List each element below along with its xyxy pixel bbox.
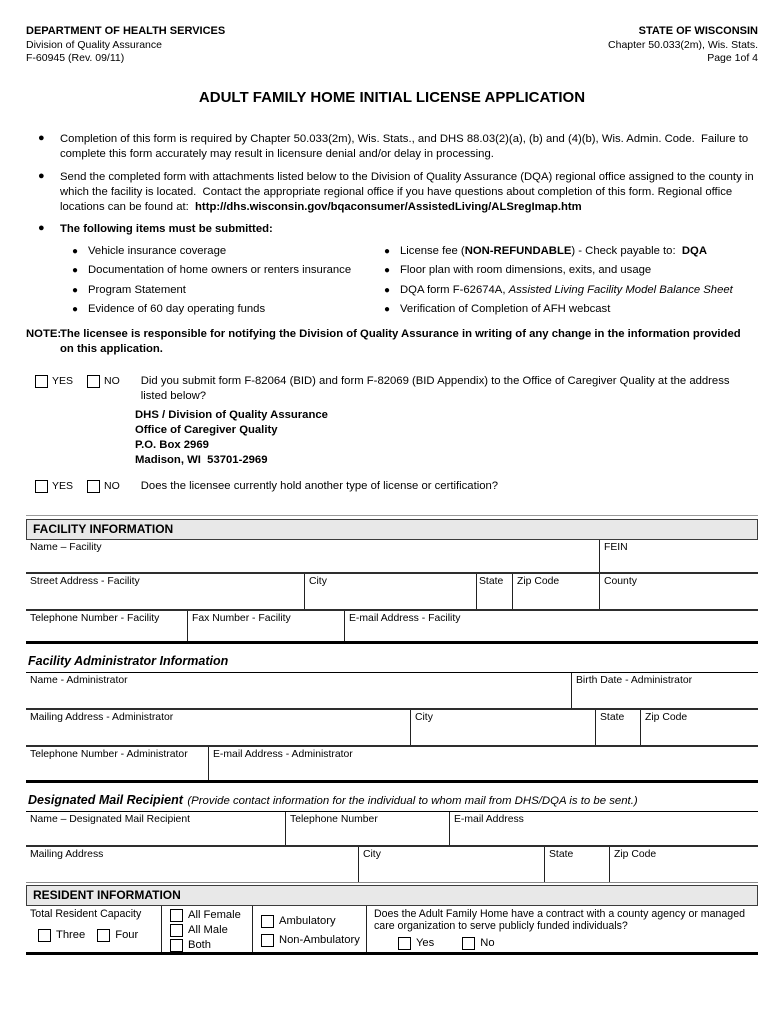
agency-name: DEPARTMENT OF HEALTH SERVICES bbox=[26, 25, 226, 37]
dqa-form-text: DQA form F-62674A, bbox=[400, 283, 509, 296]
bullet-icon: ● bbox=[72, 284, 79, 296]
table-row bbox=[26, 574, 758, 611]
submission-items-heading: The following items must be submitted: bbox=[60, 222, 273, 235]
submission-item bbox=[384, 303, 758, 317]
division-name: Division of Quality Assurance bbox=[26, 38, 162, 51]
table-row bbox=[26, 611, 758, 641]
ocq-address-line: P.O. Box 2969 bbox=[135, 439, 209, 452]
q1-yes-checkbox[interactable] bbox=[35, 375, 48, 388]
state-name: STATE OF WISCONSIN bbox=[638, 25, 758, 37]
submission-items-left bbox=[72, 245, 384, 323]
field-facility-fax[interactable] bbox=[188, 611, 345, 641]
field-label: County bbox=[604, 575, 637, 587]
instruction-bullet-1 bbox=[26, 132, 758, 162]
resident-contract-cell bbox=[367, 906, 758, 952]
q1-no-label: NO bbox=[104, 374, 120, 387]
gender-all-female-checkbox[interactable] bbox=[170, 909, 183, 922]
submission-items bbox=[72, 245, 758, 323]
submission-item bbox=[384, 284, 758, 298]
mobility-non-ambulatory-checkbox[interactable] bbox=[261, 934, 274, 947]
gender-all-female-label: All Female bbox=[188, 908, 241, 921]
mail-recipient-section-title: Designated Mail Recipient bbox=[28, 792, 183, 807]
field-label: Zip Code bbox=[645, 711, 688, 723]
field-label: Zip Code bbox=[517, 575, 560, 587]
field-recipient-state[interactable] bbox=[545, 847, 610, 882]
field-facility-state[interactable] bbox=[477, 574, 513, 609]
capacity-three-checkbox[interactable] bbox=[38, 929, 51, 942]
field-facility-fein[interactable] bbox=[600, 540, 758, 572]
submission-item bbox=[72, 284, 384, 298]
mobility-ambulatory-checkbox[interactable] bbox=[261, 915, 274, 928]
capacity-three-label: Three bbox=[56, 929, 86, 942]
submission-item-label bbox=[400, 284, 733, 298]
regional-office-link[interactable]: http://dhs.wisconsin.gov/bqaconsumer/AssistedLiving/ALSregImap.htm bbox=[195, 201, 582, 214]
submission-item-label: Documentation of home owners or renters insurance bbox=[88, 264, 352, 277]
submission-item bbox=[72, 264, 384, 278]
check-payable-text: ) - Check payable to: bbox=[571, 244, 682, 257]
bullet-icon: ● bbox=[38, 169, 45, 182]
field-admin-city[interactable] bbox=[411, 710, 596, 745]
field-label: Mailing Address bbox=[30, 848, 104, 860]
table-row bbox=[26, 747, 758, 780]
field-label: City bbox=[309, 575, 327, 587]
field-recipient-zip[interactable] bbox=[610, 847, 758, 882]
note-label: NOTE: bbox=[26, 327, 62, 340]
bullet-icon: ● bbox=[384, 304, 391, 316]
submission-item-label: Vehicle insurance coverage bbox=[88, 244, 227, 257]
field-admin-birthdate[interactable] bbox=[572, 673, 758, 708]
field-label: City bbox=[363, 848, 381, 860]
bullet-icon: ● bbox=[72, 245, 79, 257]
field-admin-email[interactable] bbox=[209, 747, 758, 780]
q2-yes-checkbox[interactable] bbox=[35, 480, 48, 493]
submission-item-label: Floor plan with room dimensions, exits, and usage bbox=[400, 264, 652, 277]
field-label: Telephone Number bbox=[290, 813, 378, 825]
contract-yes-checkbox[interactable] bbox=[398, 937, 411, 950]
facility-table bbox=[26, 540, 758, 644]
bullet-icon: ● bbox=[38, 221, 45, 234]
instruction-text-2-body: Send the completed form with attachments listed below to the Division of Quality Assurance (DQA) regional office assigned to the county in which the facility is located. Contact the appropriate regional office if you have questions about completion of this form. Regional office locations can be found at: bbox=[60, 170, 754, 214]
field-admin-zip[interactable] bbox=[641, 710, 758, 745]
capacity-label: Total Resident Capacity bbox=[30, 907, 142, 920]
submission-items-right bbox=[384, 245, 758, 323]
instruction-bullet-3 bbox=[26, 222, 758, 237]
bullet-icon: ● bbox=[384, 284, 391, 296]
ocq-address bbox=[135, 408, 758, 468]
mail-recipient-table bbox=[26, 812, 758, 883]
submission-item bbox=[384, 245, 758, 259]
field-recipient-email[interactable] bbox=[450, 812, 758, 845]
gender-all-male-checkbox[interactable] bbox=[170, 924, 183, 937]
contract-question: Does the Adult Family Home have a contract with a county agency or managed care organization to serve publicly funded individuals? bbox=[374, 907, 745, 933]
bullet-icon: ● bbox=[384, 265, 391, 277]
contract-yes-label: Yes bbox=[416, 936, 435, 949]
field-label: Mailing Address - Administrator bbox=[30, 711, 174, 723]
q2-text: Does the licensee currently hold another type of license or certification? bbox=[140, 480, 499, 493]
ocq-address-line: Office of Caregiver Quality bbox=[135, 424, 278, 437]
mobility-ambulatory-label: Ambulatory bbox=[279, 914, 336, 927]
field-label: Name – Facility bbox=[30, 541, 102, 553]
gender-both-label: Both bbox=[188, 938, 212, 951]
letterhead bbox=[26, 25, 758, 66]
field-label: Street Address - Facility bbox=[30, 575, 140, 587]
mail-recipient-section-header bbox=[26, 788, 758, 812]
field-facility-phone[interactable] bbox=[26, 611, 188, 641]
balance-sheet-title: Assisted Living Facility Model Balance Sheet bbox=[508, 283, 733, 296]
bullet-icon: ● bbox=[72, 265, 79, 277]
submission-item-label bbox=[400, 245, 707, 259]
instruction-text-2 bbox=[60, 170, 758, 216]
capacity-four-label: Four bbox=[115, 929, 139, 942]
field-label: FEIN bbox=[604, 541, 628, 553]
field-label: Fax Number - Facility bbox=[192, 612, 291, 624]
submission-item-label: Verification of Completion of AFH webcast bbox=[400, 303, 611, 316]
field-recipient-name[interactable] bbox=[26, 812, 286, 845]
q2-no-checkbox[interactable] bbox=[87, 480, 100, 493]
license-fee-text: License fee ( bbox=[400, 244, 465, 257]
submission-item-label: Evidence of 60 day operating funds bbox=[88, 303, 266, 316]
field-facility-street[interactable] bbox=[26, 574, 305, 609]
field-label: State bbox=[600, 711, 625, 723]
table-row bbox=[26, 540, 758, 574]
bullet-icon: ● bbox=[384, 245, 391, 257]
field-label: E-mail Address bbox=[454, 813, 524, 825]
field-facility-zip[interactable] bbox=[513, 574, 600, 609]
facility-section-header bbox=[26, 519, 758, 540]
gender-both-checkbox[interactable] bbox=[170, 939, 183, 952]
field-label: City bbox=[415, 711, 433, 723]
form-title: ADULT FAMILY HOME INITIAL LICENSE APPLICATION bbox=[198, 88, 586, 106]
instructions bbox=[26, 132, 758, 358]
form-number: F-60945 (Rev. 09/11) bbox=[26, 52, 125, 64]
field-facility-city[interactable] bbox=[305, 574, 477, 609]
letterhead-left bbox=[26, 25, 225, 66]
non-refundable-text: NON-REFUNDABLE bbox=[464, 244, 572, 257]
field-label: State bbox=[549, 848, 574, 860]
instruction-bullet-2 bbox=[26, 170, 758, 216]
contract-no-checkbox[interactable] bbox=[462, 937, 475, 950]
q1-no-checkbox[interactable] bbox=[87, 375, 100, 388]
note-text: The licensee is responsible for notifying the Division of Quality Assurance in writing of any change in the information provided on this application. bbox=[60, 327, 741, 356]
ocq-address-line: DHS / Division of Quality Assurance bbox=[135, 409, 328, 422]
submission-item bbox=[72, 303, 384, 317]
instruction-text-1: Completion of this form is required by Chapter 50.033(2m), Wis. Stats., and DHS 88.03(2)(a), (b) and (4)(b), Wis. Admin. Code. Failure to complete this form accurately may result in licensure denial and/or delay in processing. bbox=[60, 132, 749, 160]
field-admin-state[interactable] bbox=[596, 710, 641, 745]
field-label: E-mail Address - Administrator bbox=[213, 748, 353, 760]
q1-text: Did you submit form F-82064 (BID) and form F-82069 (BID Appendix) to the Office of Caregiver Quality at the address listed below? bbox=[140, 374, 730, 403]
letterhead-right bbox=[608, 25, 758, 66]
resident-mobility-cell bbox=[253, 906, 367, 952]
field-recipient-phone[interactable] bbox=[286, 812, 450, 845]
table-row bbox=[26, 812, 758, 847]
dqa-text: DQA bbox=[681, 244, 707, 257]
table-row bbox=[26, 847, 758, 882]
table-row bbox=[26, 906, 758, 952]
q1-yes-label: YES bbox=[52, 374, 74, 387]
q2-no-label: NO bbox=[104, 480, 120, 493]
field-label: Name - Administrator bbox=[30, 674, 128, 686]
facility-section-title: FACILITY INFORMATION bbox=[33, 521, 174, 536]
q2-yes-label: YES bbox=[52, 480, 74, 493]
mail-recipient-section-note: (Provide contact information for the individual to whom mail from DHS/DQA is to be sent.) bbox=[187, 794, 638, 807]
contract-no-label: No bbox=[480, 936, 495, 949]
capacity-four-checkbox[interactable] bbox=[97, 929, 110, 942]
table-row bbox=[26, 710, 758, 747]
page-number: Page 1of 4 bbox=[707, 52, 758, 64]
gender-all-male-label: All Male bbox=[188, 923, 228, 936]
field-facility-email[interactable] bbox=[345, 611, 758, 641]
bullet-icon: ● bbox=[72, 304, 79, 316]
field-label: Telephone Number - Facility bbox=[30, 612, 160, 624]
field-label: Name – Designated Mail Recipient bbox=[30, 813, 190, 825]
field-facility-name[interactable] bbox=[26, 540, 600, 572]
resident-section-title: RESIDENT INFORMATION bbox=[33, 887, 181, 902]
resident-section-header bbox=[26, 885, 758, 906]
administrator-table bbox=[26, 673, 758, 783]
note-block bbox=[26, 327, 758, 358]
submission-item-label: Program Statement bbox=[88, 283, 186, 296]
submission-item bbox=[72, 245, 384, 259]
field-label: State bbox=[479, 575, 504, 587]
field-recipient-city[interactable] bbox=[359, 847, 545, 882]
field-facility-county[interactable] bbox=[600, 574, 758, 609]
field-admin-mailing-address[interactable] bbox=[26, 710, 411, 745]
administrator-section-header bbox=[26, 649, 758, 673]
mobility-non-ambulatory-label: Non-Ambulatory bbox=[279, 933, 360, 946]
resident-capacity-cell bbox=[26, 906, 162, 952]
ocq-address-line: Madison, WI 53701-2969 bbox=[135, 454, 268, 467]
statute-reference: Chapter 50.033(2m), Wis. Stats. bbox=[608, 38, 758, 51]
section-divider bbox=[26, 515, 758, 516]
submission-item bbox=[384, 264, 758, 278]
field-recipient-mailing-address[interactable] bbox=[26, 847, 359, 882]
field-label: Birth Date - Administrator bbox=[576, 674, 693, 686]
bullet-icon: ● bbox=[38, 131, 45, 144]
question-other-license bbox=[26, 479, 758, 494]
field-admin-phone[interactable] bbox=[26, 747, 209, 780]
field-admin-name[interactable] bbox=[26, 673, 572, 708]
administrator-section-title: Facility Administrator Information bbox=[28, 653, 229, 668]
resident-table bbox=[26, 906, 758, 955]
field-label: Zip Code bbox=[614, 848, 657, 860]
question-bid-forms bbox=[26, 374, 758, 405]
resident-gender-cell bbox=[162, 906, 253, 952]
field-label: E-mail Address - Facility bbox=[349, 612, 461, 624]
table-row bbox=[26, 673, 758, 710]
field-label: Telephone Number - Administrator bbox=[30, 748, 188, 760]
